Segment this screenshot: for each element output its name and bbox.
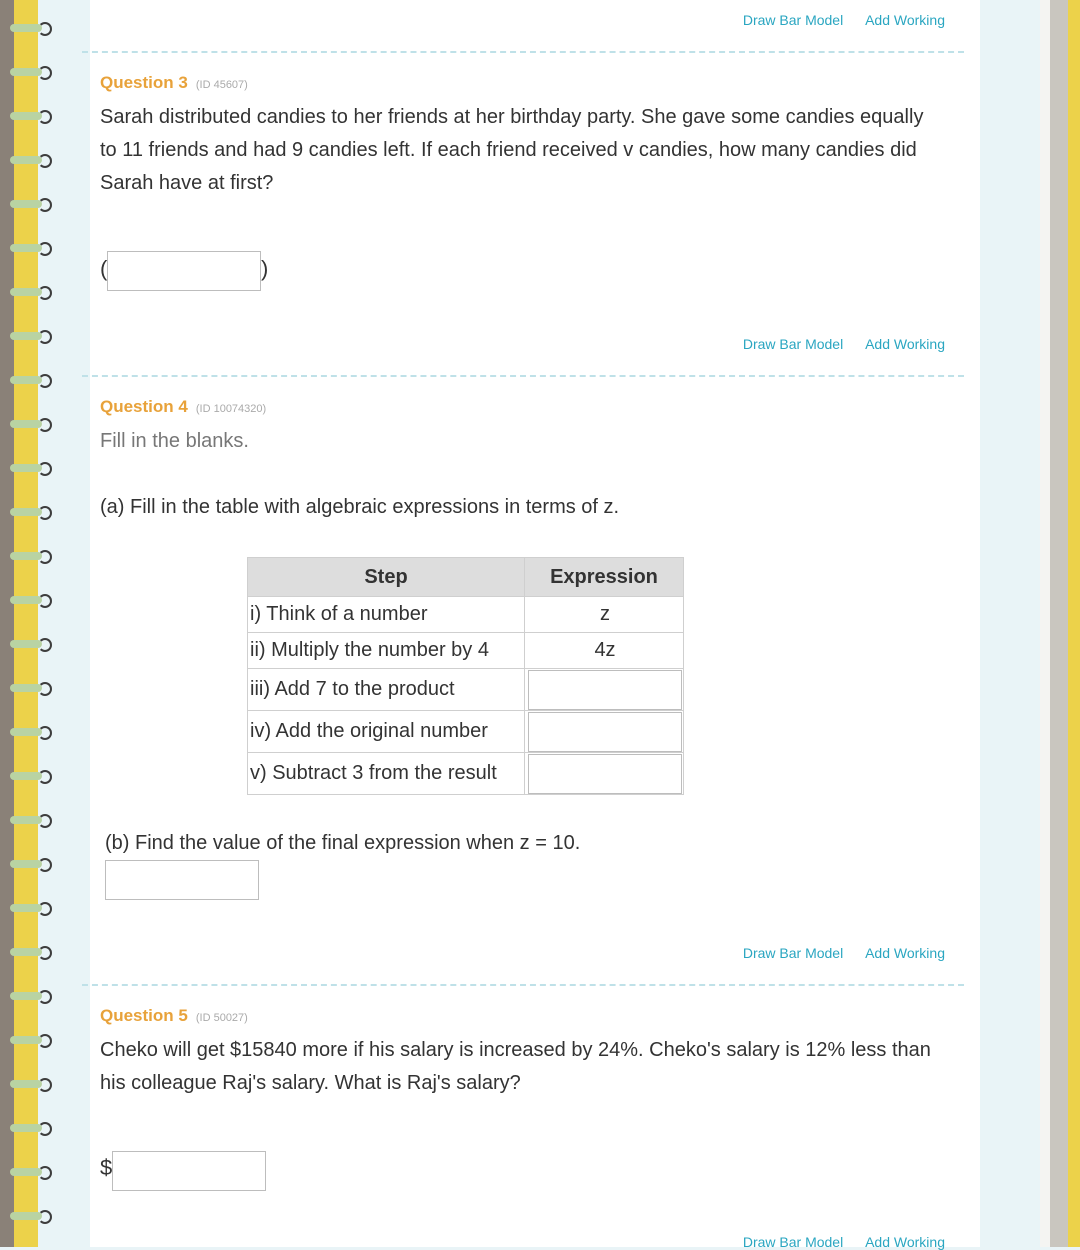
table-row [248, 711, 684, 753]
binder-ring-icon [10, 198, 52, 210]
right-yellow-strip [1068, 0, 1080, 1247]
binder-ring-icon [10, 286, 52, 298]
step-cell: iv) Add the original number [248, 711, 525, 753]
right-edge-strip [1040, 0, 1050, 1247]
currency-symbol: $ [100, 1155, 113, 1180]
expression-table [247, 557, 684, 795]
binder-ring-icon [10, 154, 52, 166]
question-id: (ID 45607) [195, 79, 248, 91]
question-4-instruction: Fill in the blanks. [100, 430, 249, 452]
column-header-step: Step [248, 558, 525, 597]
question-3-heading: Question 3 (ID 45607) [100, 73, 248, 92]
draw-bar-model-link[interactable]: Draw Bar Model [742, 336, 844, 352]
column-header-expression: Expression [525, 558, 684, 597]
q4b-answer-input[interactable] [105, 860, 259, 900]
table-row [248, 633, 684, 669]
binder-ring-icon [10, 726, 52, 738]
add-working-link[interactable]: Add Working [865, 945, 945, 961]
binder-ring-icon [10, 990, 52, 1002]
binder-ring-icon [10, 682, 52, 694]
binder-ring-icon [10, 1078, 52, 1090]
binder-ring-icon [10, 770, 52, 782]
table-row [248, 597, 684, 633]
binder-ring-icon [10, 638, 52, 650]
binder-ring-icon [10, 506, 52, 518]
step-cell: v) Subtract 3 from the result [248, 753, 525, 795]
expression-cell: 4z [525, 633, 684, 669]
binder-ring-icon [10, 374, 52, 386]
question-actions [725, 12, 945, 28]
expression-cell: z [525, 597, 684, 633]
draw-bar-model-link[interactable]: Draw Bar Model [742, 12, 844, 28]
expression-input[interactable] [528, 670, 682, 710]
expression-input[interactable] [528, 712, 682, 752]
binder-ring-icon [10, 1122, 52, 1134]
binder-ring-icon [10, 1166, 52, 1178]
question-5-text: Cheko will get $15840 more if his salary is increased by 24%. Cheko's salary is 12% less than his colleague Raj's salary. What is Raj's salary? [100, 1039, 931, 1094]
binder-ring-icon [10, 1034, 52, 1046]
expression-input[interactable] [528, 754, 682, 794]
step-cell: iii) Add 7 to the product [248, 669, 525, 711]
question-4-part-b: (b) Find the value of the final expression when z = 10. [105, 832, 581, 854]
question-actions [725, 945, 945, 961]
binder-ring-icon [10, 22, 52, 34]
question-3-text: Sarah distributed candies to her friends at her birthday party. She gave some candies equally to 11 friends and had 9 candies left. If each friend received v candies, how many candies did Sarah have at first? [100, 106, 924, 194]
add-working-link[interactable]: Add Working [865, 12, 945, 28]
question-5-heading: Question 5 (ID 50027) [100, 1006, 248, 1025]
table-row [248, 669, 684, 711]
binder-strip [0, 0, 90, 1247]
question-actions [725, 336, 945, 352]
question-4-part-a: (a) Fill in the table with algebraic expressions in terms of z. [100, 496, 620, 518]
q5-answer-input[interactable] [112, 1151, 266, 1191]
binder-ring-icon [10, 462, 52, 474]
add-working-link[interactable]: Add Working [865, 1234, 945, 1250]
draw-bar-model-link[interactable]: Draw Bar Model [742, 945, 844, 961]
step-cell: ii) Multiply the number by 4 [248, 633, 525, 669]
binder-ring-icon [10, 1210, 52, 1222]
binder-ring-icon [10, 594, 52, 606]
binder-ring-icon [10, 242, 52, 254]
open-paren: ( [100, 256, 108, 281]
question-actions [725, 1234, 945, 1250]
step-cell: i) Think of a number [248, 597, 525, 633]
binder-ring-icon [10, 946, 52, 958]
binder-ring-icon [10, 858, 52, 870]
divider [82, 375, 964, 377]
add-working-link[interactable]: Add Working [865, 336, 945, 352]
divider [82, 51, 964, 53]
question-4-heading: Question 4 (ID 10074320) [100, 397, 267, 416]
binder-ring-icon [10, 66, 52, 78]
question-id: (ID 10074320) [195, 403, 267, 415]
worksheet-page [90, 0, 980, 1250]
q3-answer-input[interactable] [107, 251, 261, 291]
binder-ring-icon [10, 814, 52, 826]
close-paren: ) [261, 256, 269, 281]
binder-ring-icon [10, 110, 52, 122]
binder-ring-icon [10, 550, 52, 562]
question-id: (ID 50027) [195, 1012, 248, 1024]
binder-ring-icon [10, 330, 52, 342]
draw-bar-model-link[interactable]: Draw Bar Model [742, 1234, 844, 1250]
right-gray-strip [1050, 0, 1068, 1247]
binder-ring-icon [10, 902, 52, 914]
binder-ring-icon [10, 418, 52, 430]
table-row [248, 753, 684, 795]
divider [82, 984, 964, 986]
